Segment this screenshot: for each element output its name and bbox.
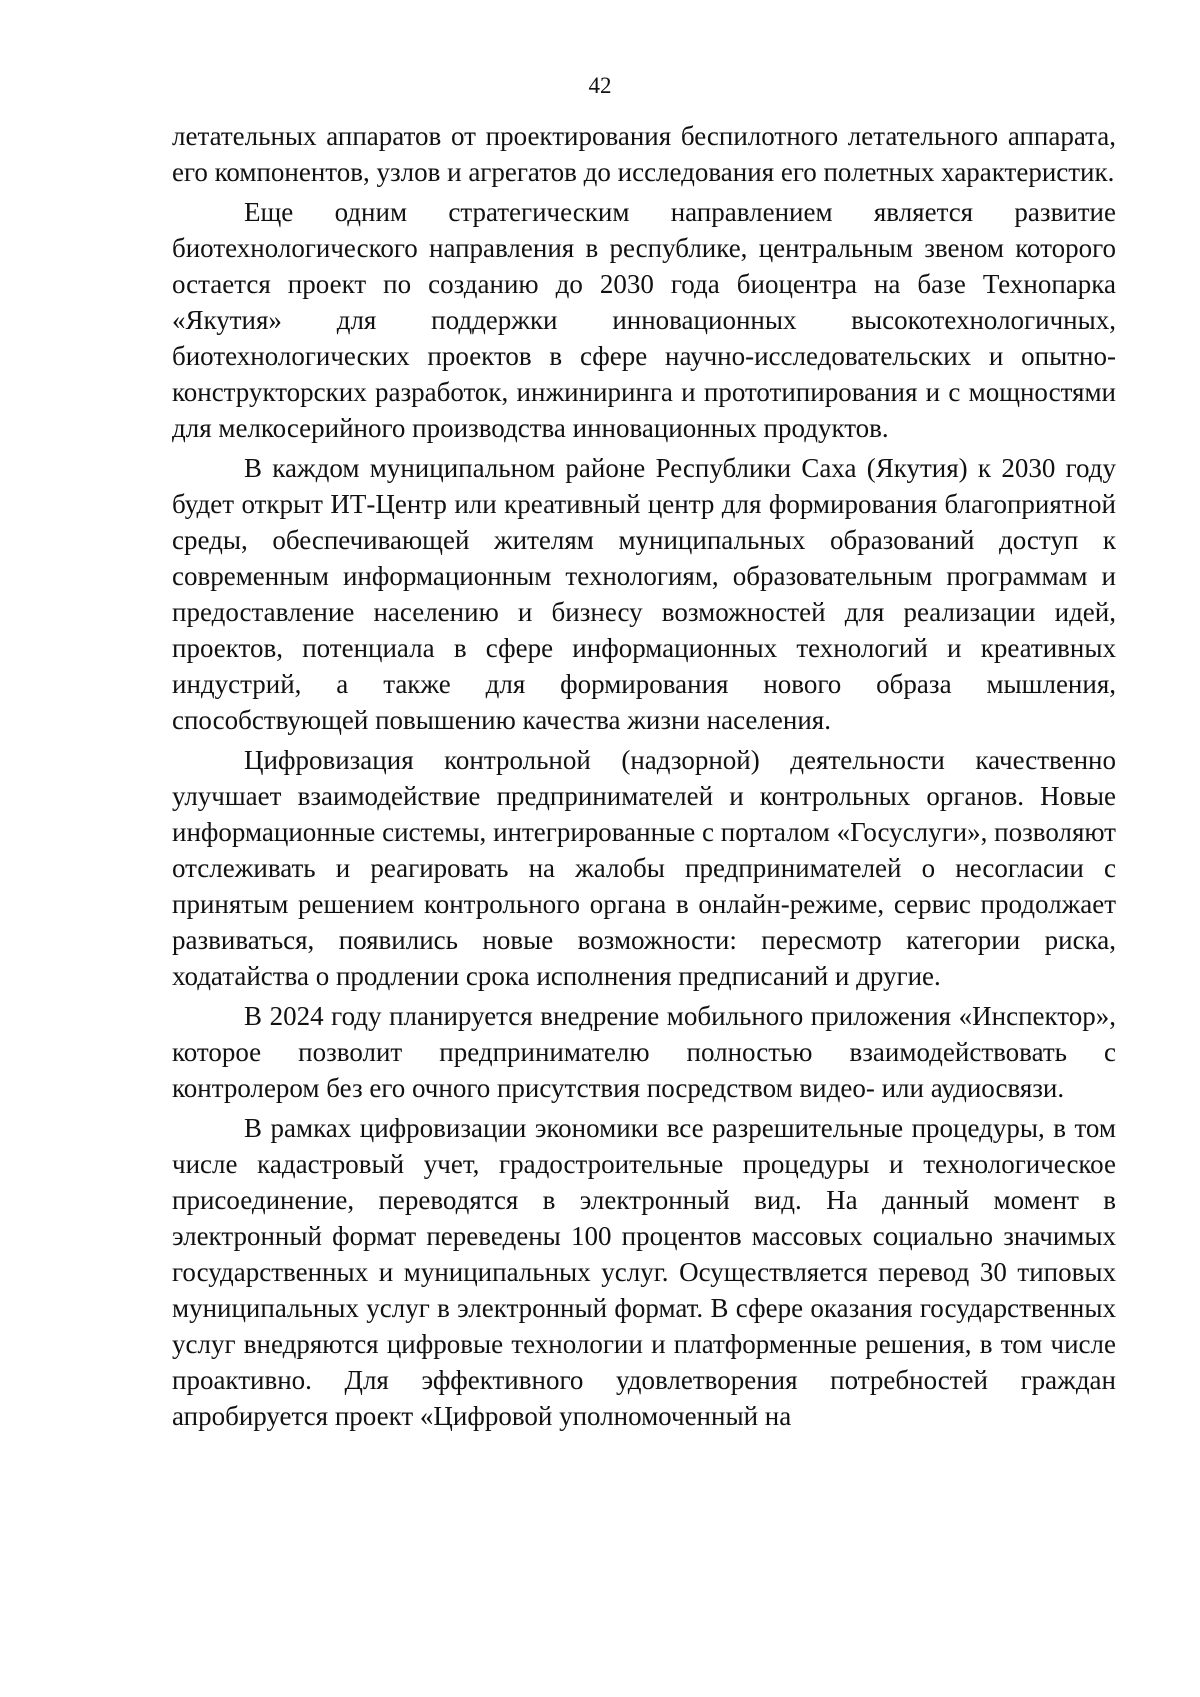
paragraph-6: В рамках цифровизации экономики все разрешительные процедуры, в том числе кадастровый учет, градостроительные процедуры и технологическое присоединение, переводятся в электронный вид. На данный момент в электронный формат переведены 100 процентов массовых социально значимых государственных и муниципальных услуг. Осуществляется перевод 30 типовых муниципальных услуг в электронный формат. В сфере оказания государственных услуг внедряются цифровые технологии и платформенные решения, в том числе проактивно. Для эффективного удовлетворения потребностей граждан апробируется проект «Цифровой уполномоченный на	[172, 1113, 1116, 1431]
paragraph-5: В 2024 году планируется внедрение мобильного приложения «Инспектор», которое позволит предпринимателю полностью взаимодействовать с контролером без его очного присутствия посредством видео- или аудиосвязи.	[172, 1001, 1116, 1103]
page-number: 42	[588, 73, 612, 98]
paragraph-2: Еще одним стратегическим направлением является развитие биотехнологического направления в республике, центральным звеном которого остается проект по созданию до 2030 года биоцентра на базе Технопарка «Якутия» для поддержки инновационных высокотехнологичных, биотехнологических проектов в сфере научно-исследовательских и опытно-конструкторских разработок, инжиниринга и прототипирования и с мощностями для мелкосерийного производства инновационных продуктов.	[172, 197, 1116, 443]
paragraph-3: В каждом муниципальном районе Республики Саха (Якутия) к 2030 году будет открыт ИТ-Центр или креативный центр для формирования благоприятной среды, обеспечивающей жителям муниципальных образований доступ к современным информационным технологиям, образовательным программам и предоставление населению и бизнесу возможностей для реализации идей, проектов, потенциала в сфере информационных технологий и креативных индустрий, а также для формирования нового образа мышления, способствующей повышению качества жизни населения.	[172, 453, 1116, 735]
paragraph-1: летательных аппаратов от проектирования беспилотного летательного аппарата, его компонентов, узлов и агрегатов до исследования его полетных характеристик.	[172, 121, 1116, 187]
document-body	[172, 118, 1116, 1438]
paragraph-4: Цифровизация контрольной (надзорной) деятельности качественно улучшает взаимодействие предпринимателей и контрольных органов. Новые информационные системы, интегрированные с порталом «Госуслуги», позволяют отслеживать и реагировать на жалобы предпринимателей о несогласии с принятым решением контрольного органа в онлайн-режиме, сервис продолжает развиваться, появились новые возможности: пересмотр категории риска, ходатайства о продлении срока исполнения предписаний и другие.	[172, 745, 1116, 991]
